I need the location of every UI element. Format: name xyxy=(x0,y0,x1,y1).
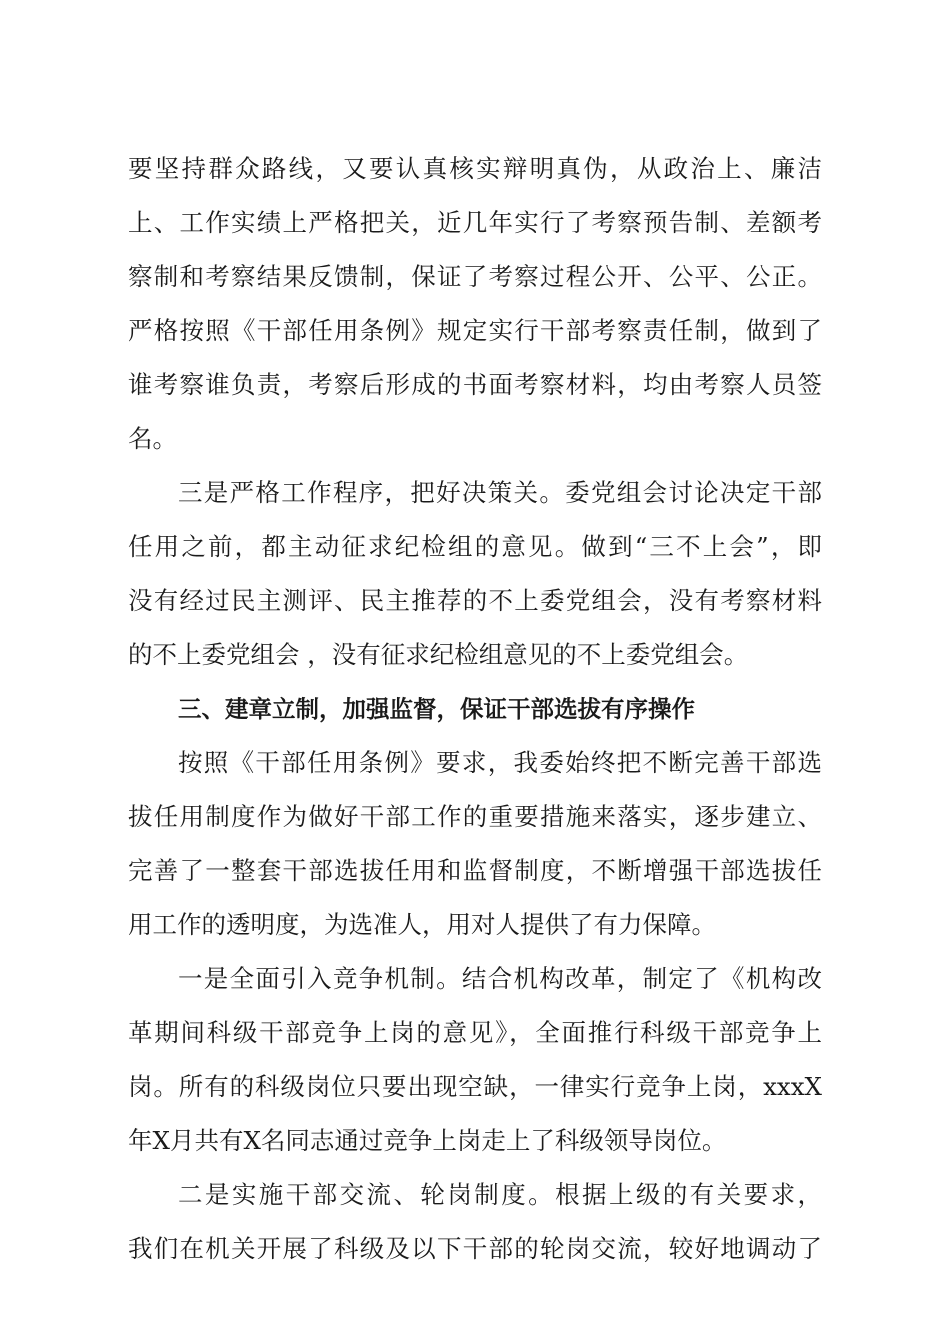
text-line: 我们在机关开展了科级及以下干部的轮岗交流，较好地调动了 xyxy=(128,1234,822,1263)
paragraph-lead-line: 三是严格工作程序，把好决策关。委党组会讨论决定干部 xyxy=(178,478,822,507)
section-heading: 三、建章立制，加强监督，保证干部选拔有序操作 xyxy=(178,695,695,723)
text-line: 谁考察谁负责，考察后形成的书面考察材料，均由考察人员签 xyxy=(128,370,822,399)
text-line: 任用之前，都主动征求纪检组的意见。做到“三不上会”，即 xyxy=(128,532,822,561)
text-line: 岗。所有的科级岗位只要出现空缺，一律实行竞争上岗，xxxX xyxy=(128,1072,822,1101)
text-line: 完善了一整套干部选拔任用和监督制度，不断增强干部选拔任 xyxy=(128,856,822,885)
text-line: 名。 xyxy=(128,424,177,453)
text-line: 的不上委党组会 ，没有征求纪检组意见的不上委党组会。 xyxy=(128,640,749,669)
text-line: 拔任用制度作为做好干部工作的重要措施来落实，逐步建立、 xyxy=(128,802,822,831)
paragraph-lead-line: 一是全面引入竞争机制。结合机构改革，制定了《机构改 xyxy=(178,964,822,993)
text-line: 用工作的透明度，为选准人，用对人提供了有力保障。 xyxy=(128,910,716,939)
paragraph-lead-line: 按照《干部任用条例》要求，我委始终把不断完善干部选 xyxy=(178,748,822,777)
text-line: 革期间科级干部竞争上岗的意见》，全面推行科级干部竞争上 xyxy=(128,1018,822,1047)
text-line: 没有经过民主测评、民主推荐的不上委党组会，没有考察材料 xyxy=(128,586,822,615)
text-line: 年X月共有X名同志通过竞争上岗走上了科级领导岗位。 xyxy=(128,1126,727,1155)
text-line: 上、工作实绩上严格把关，近几年实行了考察预告制、差额考 xyxy=(128,208,822,237)
text-line: 察制和考察结果反馈制，保证了考察过程公开、公平、公正。 xyxy=(128,262,822,291)
text-line: 严格按照《干部任用条例》规定实行干部考察责任制，做到了 xyxy=(128,316,822,345)
paragraph-lead-line: 二是实施干部交流、轮岗制度。根据上级的有关要求， xyxy=(178,1180,822,1209)
text-line: 要坚持群众路线，又要认真核实辩明真伪，从政治上、廉洁 xyxy=(128,154,822,183)
